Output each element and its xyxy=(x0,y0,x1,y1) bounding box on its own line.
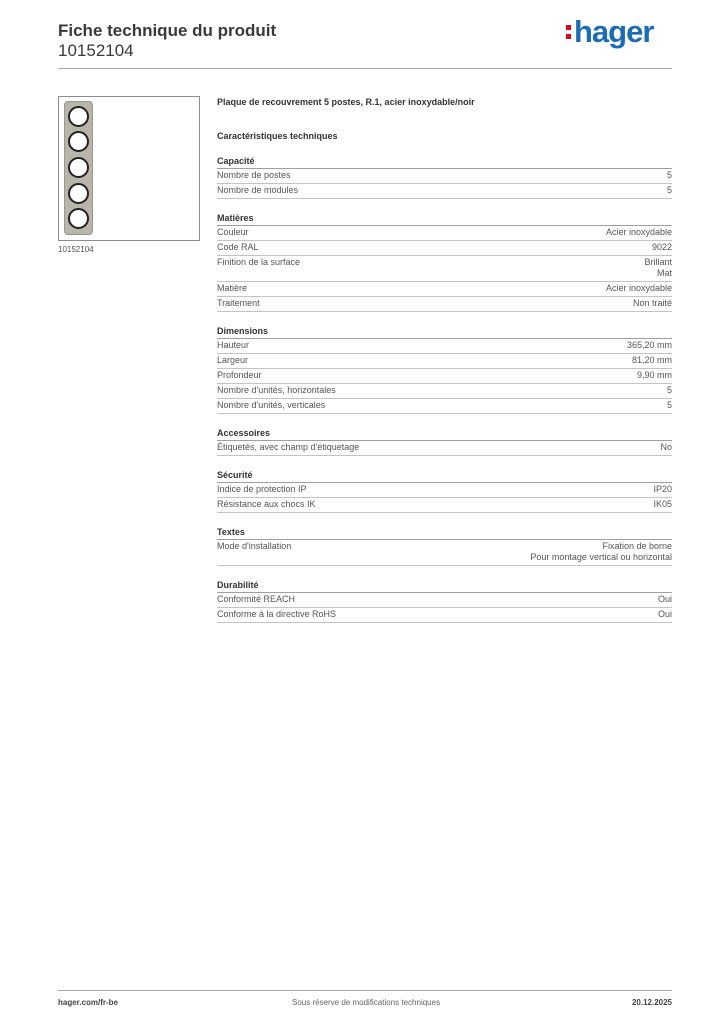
spec-label: Profondeur xyxy=(217,370,262,380)
spec-row xyxy=(217,354,672,369)
spec-label: Hauteur xyxy=(217,340,250,350)
spec-value-line: Pour montage vertical ou horizontal xyxy=(530,552,672,562)
spec-row xyxy=(217,399,672,414)
spec-row xyxy=(217,256,672,282)
section-title: Dimensions xyxy=(217,326,672,339)
product-number: 10152104 xyxy=(58,41,134,60)
spec-label: Nombre de postes xyxy=(217,170,291,180)
spec-value-line: No xyxy=(660,442,672,452)
product-image-caption: 10152104 xyxy=(58,245,94,254)
spec-value-line: 5 xyxy=(666,385,672,395)
spec-value-line: Oui xyxy=(657,609,672,619)
spec-value-line: IP20 xyxy=(653,484,672,494)
switch-opening-icon xyxy=(68,157,89,178)
spec-row xyxy=(217,441,672,456)
footer-disclaimer: Sous réserve de modifications techniques xyxy=(292,998,441,1007)
spec-row xyxy=(217,184,672,199)
switch-opening-icon xyxy=(68,131,89,152)
section-title: Sécurité xyxy=(217,470,672,483)
spec-value-line: Non traité xyxy=(632,298,672,308)
spec-value xyxy=(652,242,672,253)
switch-opening-icon xyxy=(68,208,89,229)
spec-value-line: Mat xyxy=(656,268,672,278)
spec-section xyxy=(217,580,672,623)
spec-value xyxy=(632,355,672,366)
spec-row xyxy=(217,339,672,354)
spec-value xyxy=(627,340,672,351)
spec-value xyxy=(667,400,672,411)
spec-label: Indice de protection IP xyxy=(217,484,307,494)
spec-sections xyxy=(217,156,672,623)
spec-section xyxy=(217,428,672,456)
spec-row xyxy=(217,297,672,312)
spec-row xyxy=(217,540,672,566)
switch-opening-icon xyxy=(68,106,89,127)
page-title: Fiche technique du produit xyxy=(58,21,277,40)
spec-label: Couleur xyxy=(217,227,249,237)
spec-value xyxy=(637,370,672,381)
spec-value xyxy=(667,170,672,181)
switch-opening-icon xyxy=(68,183,89,204)
spec-value xyxy=(658,594,672,605)
spec-value xyxy=(530,541,672,563)
spec-heading: Caractéristiques techniques xyxy=(217,131,338,141)
spec-label: Nombre d'unités, verticales xyxy=(217,400,326,410)
spec-row xyxy=(217,369,672,384)
spec-value-line: Oui xyxy=(657,594,672,604)
spec-label: Largeur xyxy=(217,355,249,365)
hager-logo xyxy=(566,14,653,50)
spec-value-line: 5 xyxy=(666,170,672,180)
spec-value-line: Brillant xyxy=(644,257,672,267)
spec-value-line: Acier inoxydable xyxy=(605,283,672,293)
spec-value-line: Fixation de borne xyxy=(602,541,672,551)
spec-value xyxy=(658,609,672,620)
spec-row xyxy=(217,593,672,608)
footer-website: hager.com/fr-be xyxy=(58,998,119,1007)
footer-divider xyxy=(58,990,672,991)
spec-value xyxy=(667,185,672,196)
spec-value-line: 9022 xyxy=(651,242,672,252)
spec-value xyxy=(606,283,672,294)
cover-plate-image xyxy=(64,101,93,235)
spec-value xyxy=(606,227,672,238)
spec-row xyxy=(217,241,672,256)
spec-section xyxy=(217,326,672,414)
spec-label: Nombre d'unités, horizontales xyxy=(217,385,336,395)
spec-value xyxy=(633,298,672,309)
spec-value xyxy=(644,257,672,279)
spec-label: Étiquetés, avec champ d'étiquetage xyxy=(217,442,360,452)
spec-label: Mode d'installation xyxy=(217,541,292,551)
section-title: Textes xyxy=(217,527,672,540)
spec-section xyxy=(217,156,672,199)
footer-date: 20.12.2025 xyxy=(631,998,672,1007)
spec-value-line: 365,20 mm xyxy=(626,340,672,350)
section-title: Matières xyxy=(217,213,672,226)
spec-section xyxy=(217,213,672,312)
spec-label: Code RAL xyxy=(217,242,259,252)
spec-value xyxy=(653,499,672,510)
spec-section xyxy=(217,527,672,566)
spec-label: Traitement xyxy=(217,298,260,308)
product-name: Plaque de recouvrement 5 postes, R.1, acier inoxydable/noir xyxy=(217,97,475,107)
spec-label: Conforme à la directive RoHS xyxy=(217,609,337,619)
section-title: Durabilité xyxy=(217,580,672,593)
spec-row xyxy=(217,483,672,498)
spec-label: Conformité REACH xyxy=(217,594,296,604)
spec-row xyxy=(217,498,672,513)
section-title: Capacité xyxy=(217,156,672,169)
section-title: Accessoires xyxy=(217,428,672,441)
spec-value-line: Acier inoxydable xyxy=(605,227,672,237)
spec-value xyxy=(660,442,672,453)
page-header xyxy=(58,21,276,61)
spec-label: Résistance aux chocs IK xyxy=(217,499,316,509)
spec-row xyxy=(217,226,672,241)
spec-row xyxy=(217,282,672,297)
spec-label: Nombre de modules xyxy=(217,185,299,195)
spec-value-line: 81,20 mm xyxy=(631,355,672,365)
spec-section xyxy=(217,470,672,513)
logo-dots-icon xyxy=(566,21,571,43)
spec-row xyxy=(217,608,672,623)
spec-value xyxy=(667,385,672,396)
product-image-frame xyxy=(58,96,200,241)
header-divider xyxy=(58,68,672,69)
logo-text: hager xyxy=(574,14,654,49)
spec-label: Matière xyxy=(217,283,248,293)
spec-row xyxy=(217,384,672,399)
spec-value-line: 9,90 mm xyxy=(636,370,672,380)
spec-value xyxy=(653,484,672,495)
spec-value-line: 5 xyxy=(666,185,672,195)
spec-value-line: 5 xyxy=(666,400,672,410)
spec-label: Finition de la surface xyxy=(217,257,301,267)
spec-row xyxy=(217,169,672,184)
spec-value-line: IK05 xyxy=(653,499,672,509)
spec-content xyxy=(217,96,672,623)
